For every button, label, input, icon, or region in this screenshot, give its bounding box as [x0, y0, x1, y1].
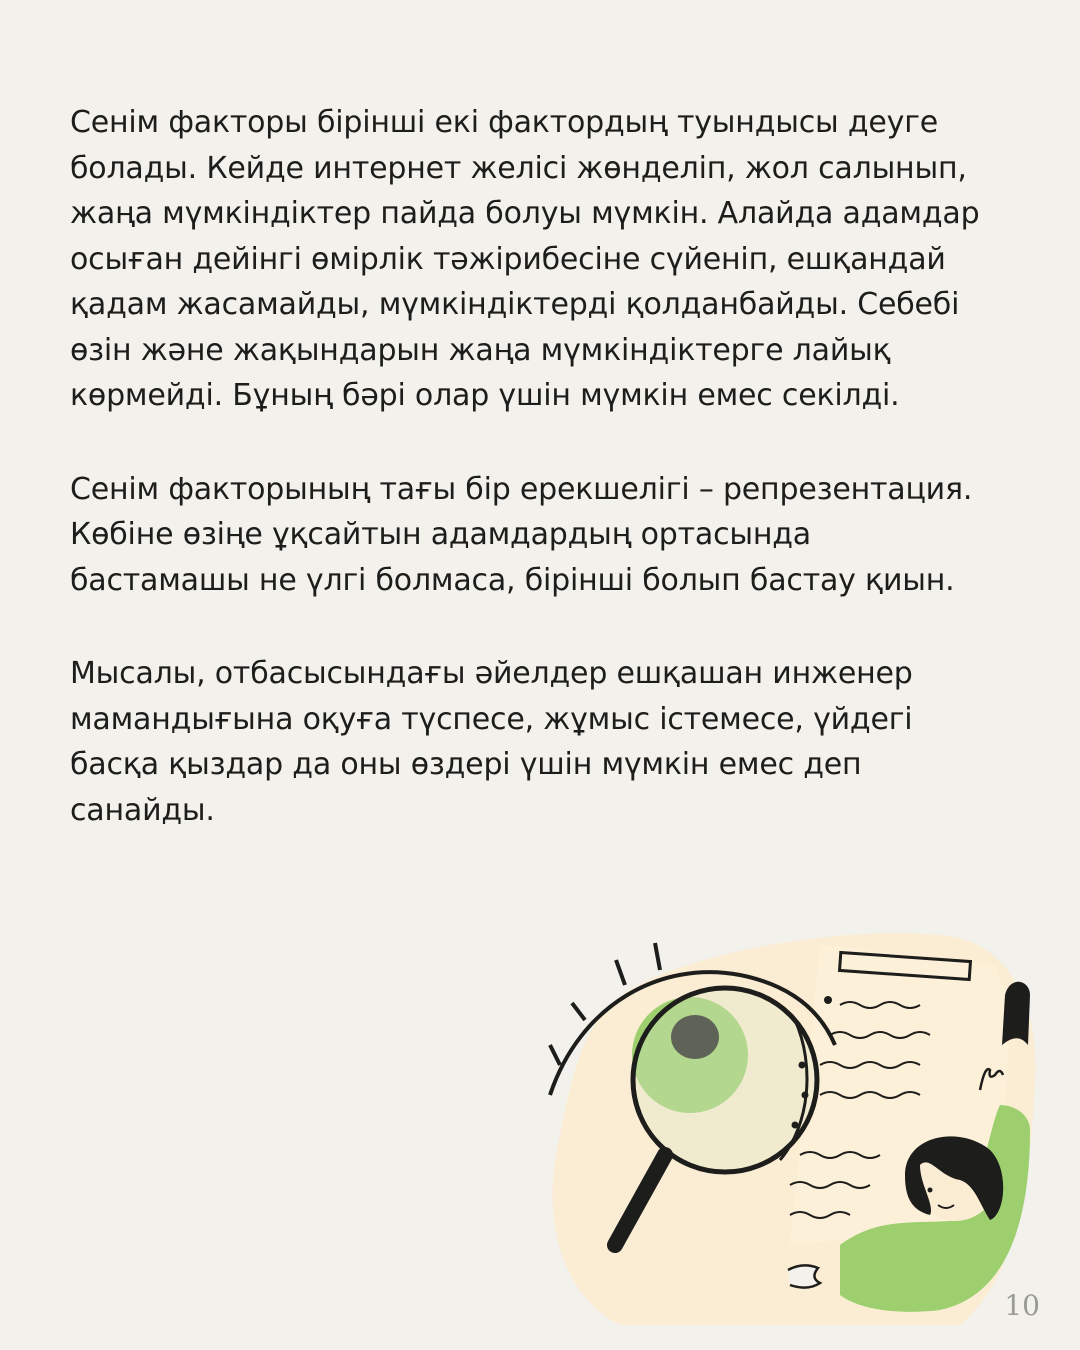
page-number: 10	[1004, 1289, 1040, 1322]
body-text	[70, 100, 1020, 881]
paragraph-3: Мысалы, отбасысындағы әйелдер ешқашан инженер мамандығына оқуға түспесе, жұмыс істемесе, үйдегі басқа қыздар да оны өздері үшін мүмкін емес деп санайды.	[70, 656, 913, 828]
illustration	[540, 915, 1060, 1335]
paragraph-2: Сенім факторының тағы бір ерекшелігі – репрезентация. Көбіне өзіңе ұқсайтын адамдардың ортасында бастамашы не үлгі болмаса, бірінші болып бастау қиын.	[70, 471, 973, 598]
paragraph-1: Сенім факторы бірінші екі фактордың туындысы деуге болады. Кейде интернет желісі жөнделіп, жол салынып, жаңа мүмкіндіктер пайда болуы мүмкін. Алайда адамдар осыған дейінгі өмірлік тәжірибесіне сүйеніп, ешқандай қадам жасамайды, мүмкіндіктерді қолданбайды. Себебі өзін және жақындарын жаңа мүмкіндіктерге лайық көрмейді. Бұның бәрі олар үшін мүмкін емес секілді.	[70, 105, 980, 413]
